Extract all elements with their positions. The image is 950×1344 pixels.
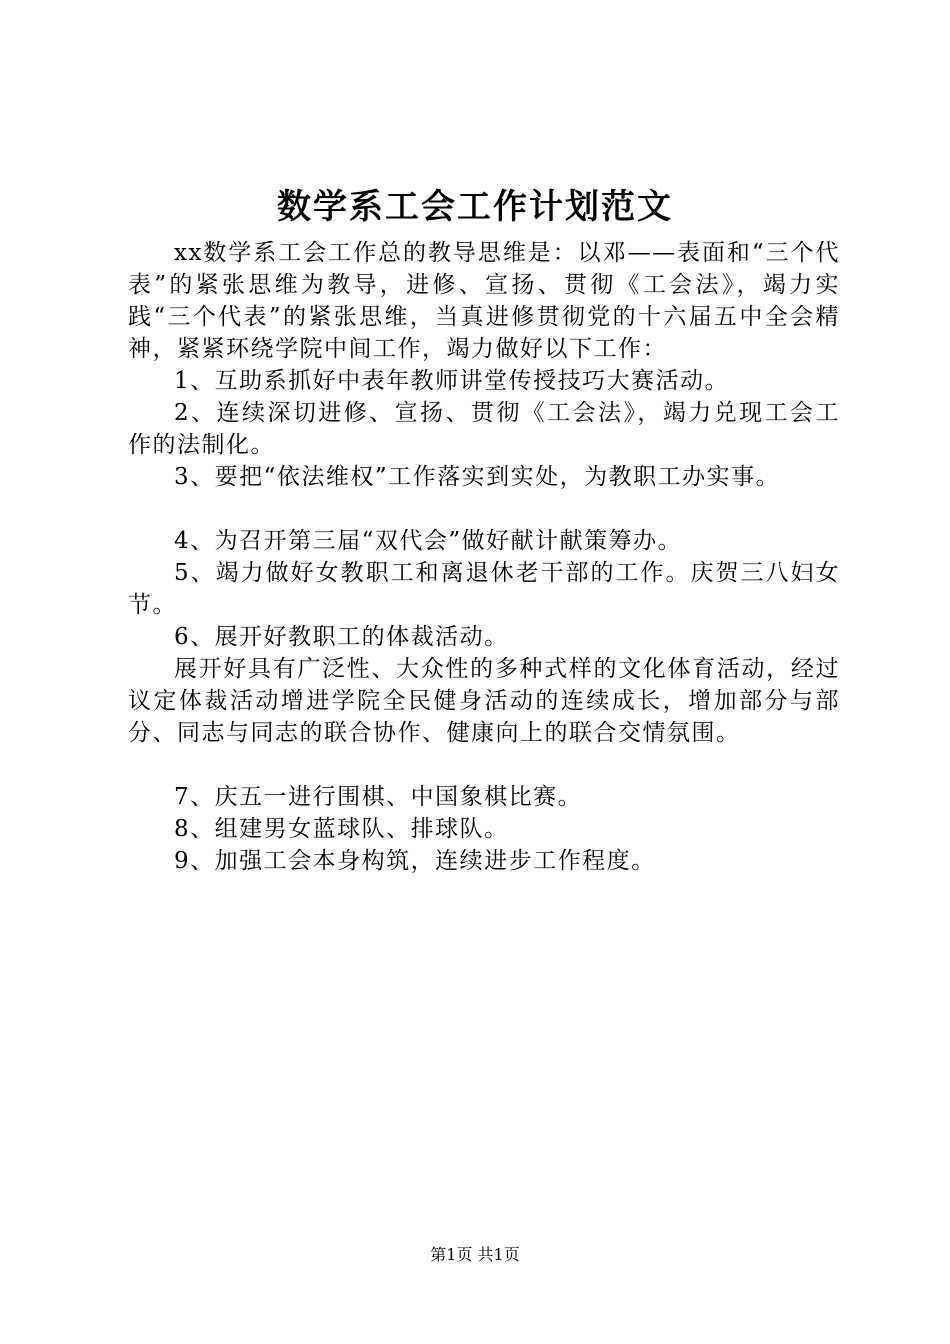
list-item-7: 7、庆五一进行围棋、中国象棋比赛。 — [174, 784, 583, 810]
document-title: 数学系工会工作计划范文 — [277, 187, 673, 227]
list-item-1: 1、互助系抓好中表年教师讲堂传授技巧大赛活动。 — [174, 368, 730, 394]
list-item-4: 4、为召开第三届“双代会”做好献计献策筹办。 — [174, 528, 683, 554]
list-item-6: 6、展开好教职工的体裁活动。 — [174, 624, 509, 650]
page-footer: 第1页 共1页 — [430, 1245, 520, 1264]
paragraph-spacer — [128, 749, 840, 781]
list-item-3: 3、要把“依法维权”工作落实到实处，为教职工办实事。 — [174, 464, 781, 490]
list-item-5: 5、竭力做好女教职工和离退休老干部的工作。庆贺三八妇女节。 — [128, 560, 840, 618]
intro-paragraph: xx数学系工会工作总的教导思维是：以邓——表面和“三个代表”的紧张思维为教导，进修、宣扬、贯彻《工会法》，竭力实践“三个代表”的紧张思维，当真进修贯彻党的十六届五中全会精神，紧紧环绕学院中间工作，竭力做好以下工作： — [128, 240, 840, 362]
document-body — [128, 237, 840, 877]
paragraph-spacer — [128, 493, 840, 525]
list-item-2: 2、连续深切进修、宣扬、贯彻《工会法》，竭力兑现工会工作的法制化。 — [128, 400, 840, 458]
activities-paragraph: 展开好具有广泛性、大众性的多种式样的文化体育活动，经过议定体裁活动增进学院全民健身活动的连续成长，增加部分与部分、同志与同志的联合协作、健康向上的联合交情氛围。 — [128, 656, 840, 746]
list-item-9: 9、加强工会本身构筑，连续进步工作程度。 — [174, 848, 656, 874]
list-item-8: 8、组建男女蓝球队、排球队。 — [174, 816, 509, 842]
